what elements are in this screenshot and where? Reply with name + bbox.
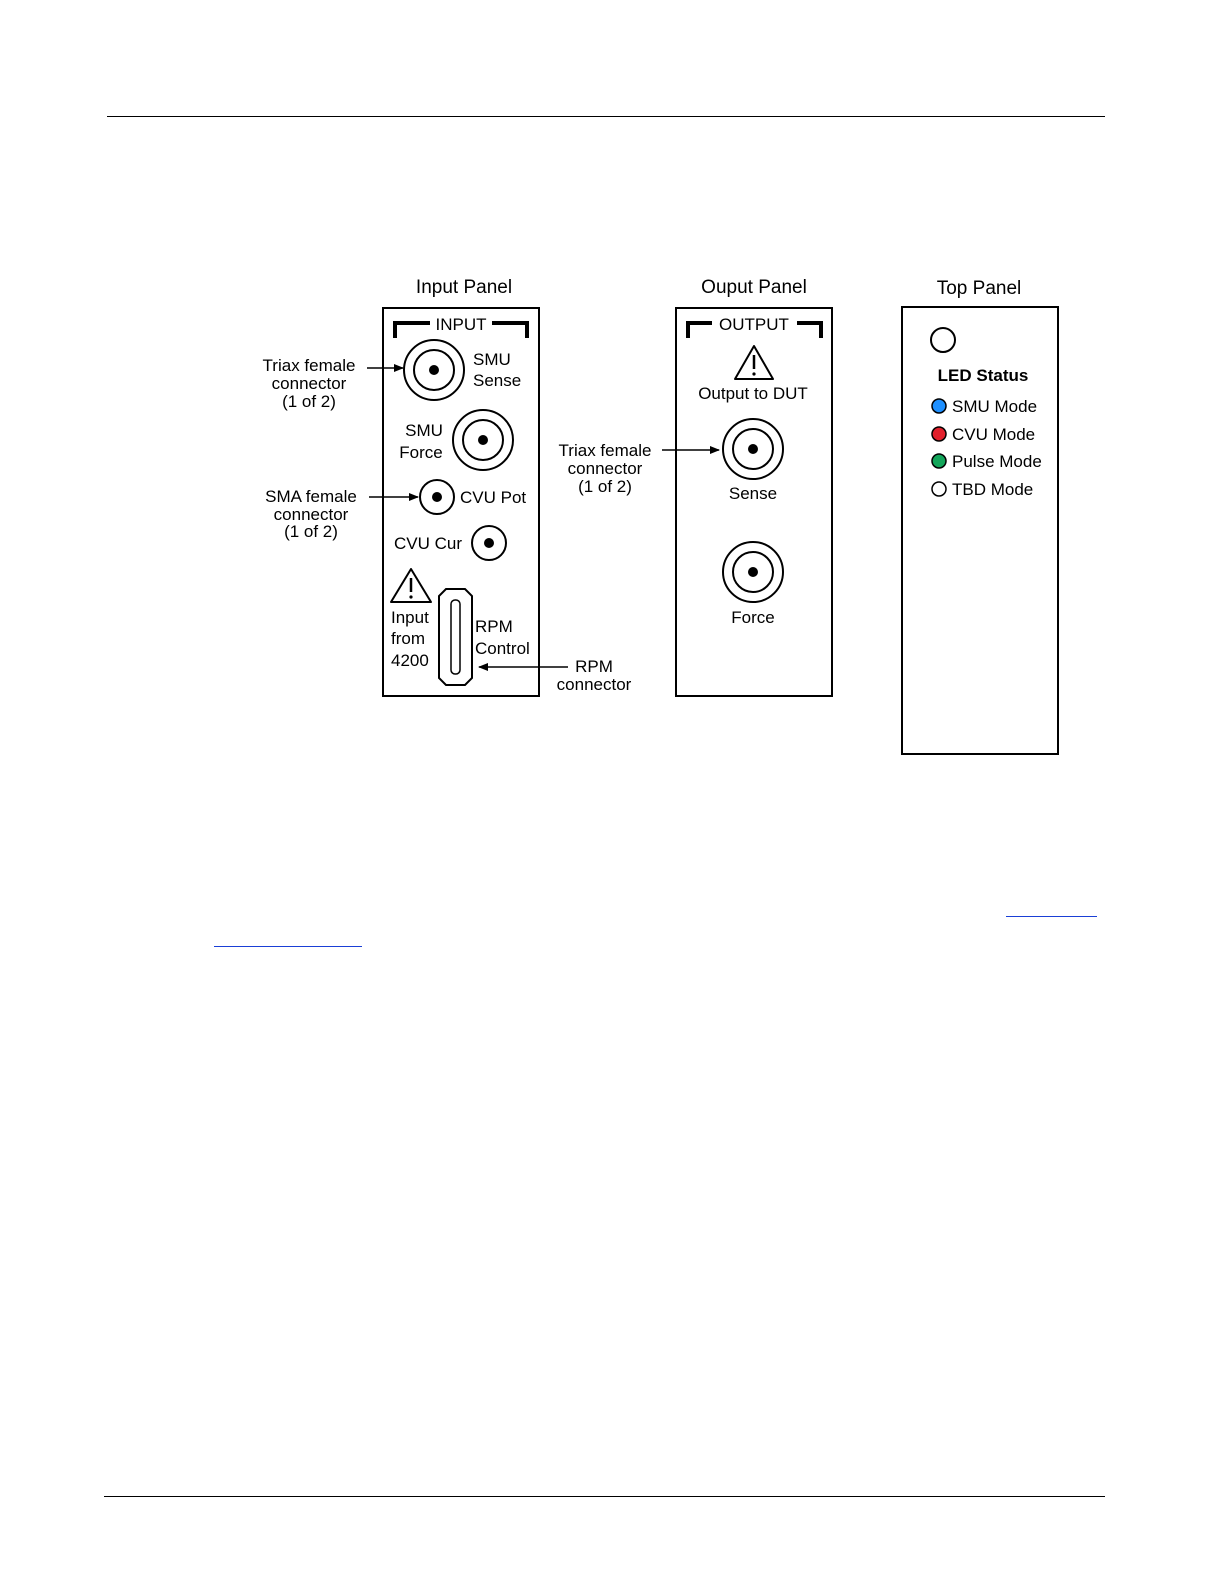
input-warning-icon: [391, 569, 431, 602]
triax-input-callout-line2: connector: [271, 374, 347, 393]
output-force-triax-connector-icon: [723, 542, 783, 602]
smu-sense-label-line2: Sense: [473, 371, 522, 390]
output-header-bracket-right: [797, 323, 821, 338]
rpm-callout-line2: connector: [556, 675, 632, 694]
smu-force-label-line2: Force: [399, 443, 443, 462]
rpm-callout-line1: RPM: [575, 657, 613, 676]
output-to-dut-label: Output to DUT: [698, 384, 808, 403]
led-smu-mode-label: SMU Mode: [952, 397, 1038, 416]
led-tbd-mode-icon: [932, 482, 946, 496]
footer-rule: [104, 1496, 1105, 1497]
triax-input-callout-line3: (1 of 2): [282, 392, 336, 411]
cross-reference-link-part2[interactable]: [214, 946, 362, 947]
triax-output-callout-line1: Triax female: [558, 441, 652, 460]
cvu-cur-sma-connector-icon: [472, 526, 506, 560]
input-from-label-line1: Input: [391, 608, 429, 627]
top-panel-led-indicator-icon: [931, 328, 955, 352]
input-header-bracket-left: [395, 323, 430, 338]
output-header-bracket-left: [688, 323, 712, 338]
triax-output-callout-line3: (1 of 2): [578, 477, 632, 496]
rpm-control-label-line1: RPM: [475, 617, 513, 636]
output-warning-icon: [735, 346, 773, 379]
input-header-label: INPUT: [435, 315, 487, 334]
smu-sense-triax-connector-icon: [404, 340, 464, 400]
smu-sense-label-line1: SMU: [473, 350, 511, 369]
triax-input-callout-line1: Triax female: [262, 356, 356, 375]
top-panel-title: Top Panel: [936, 278, 1022, 299]
output-sense-label: Sense: [728, 484, 778, 503]
cvu-pot-sma-connector-icon: [420, 480, 454, 514]
smu-force-triax-connector-icon: [453, 410, 513, 470]
cvu-cur-label: CVU Cur: [394, 534, 463, 553]
led-cvu-mode-icon: [932, 427, 946, 441]
input-from-label-line2: from: [391, 629, 425, 648]
led-status-title: LED Status: [937, 366, 1029, 385]
sma-input-callout-line3: (1 of 2): [284, 522, 338, 541]
output-force-label: Force: [731, 608, 775, 627]
rpm-control-label-line2: Control: [475, 639, 530, 658]
triax-output-callout-line2: connector: [567, 459, 643, 478]
sma-input-callout-line1: SMA female: [265, 487, 357, 506]
output-sense-triax-connector-icon: [723, 419, 783, 479]
input-from-label-line3: 4200: [391, 651, 429, 670]
input-header-bracket-right: [492, 323, 527, 338]
led-tbd-mode-label: TBD Mode: [952, 480, 1034, 499]
rpm-connector-icon: [439, 589, 472, 685]
input-panel-title: Input Panel: [415, 277, 513, 298]
cvu-pot-label: CVU Pot: [460, 488, 527, 507]
led-smu-mode-icon: [932, 399, 946, 413]
led-pulse-mode-icon: [932, 454, 946, 468]
sma-input-callout-line2: connector: [273, 505, 349, 524]
output-panel-title: Ouput Panel: [701, 277, 807, 298]
smu-force-label-line1: SMU: [405, 421, 443, 440]
output-header-label: OUTPUT: [719, 315, 789, 334]
led-cvu-mode-label: CVU Mode: [952, 425, 1036, 444]
led-pulse-mode-label: Pulse Mode: [952, 452, 1042, 471]
cross-reference-link-part1[interactable]: [1006, 916, 1097, 917]
